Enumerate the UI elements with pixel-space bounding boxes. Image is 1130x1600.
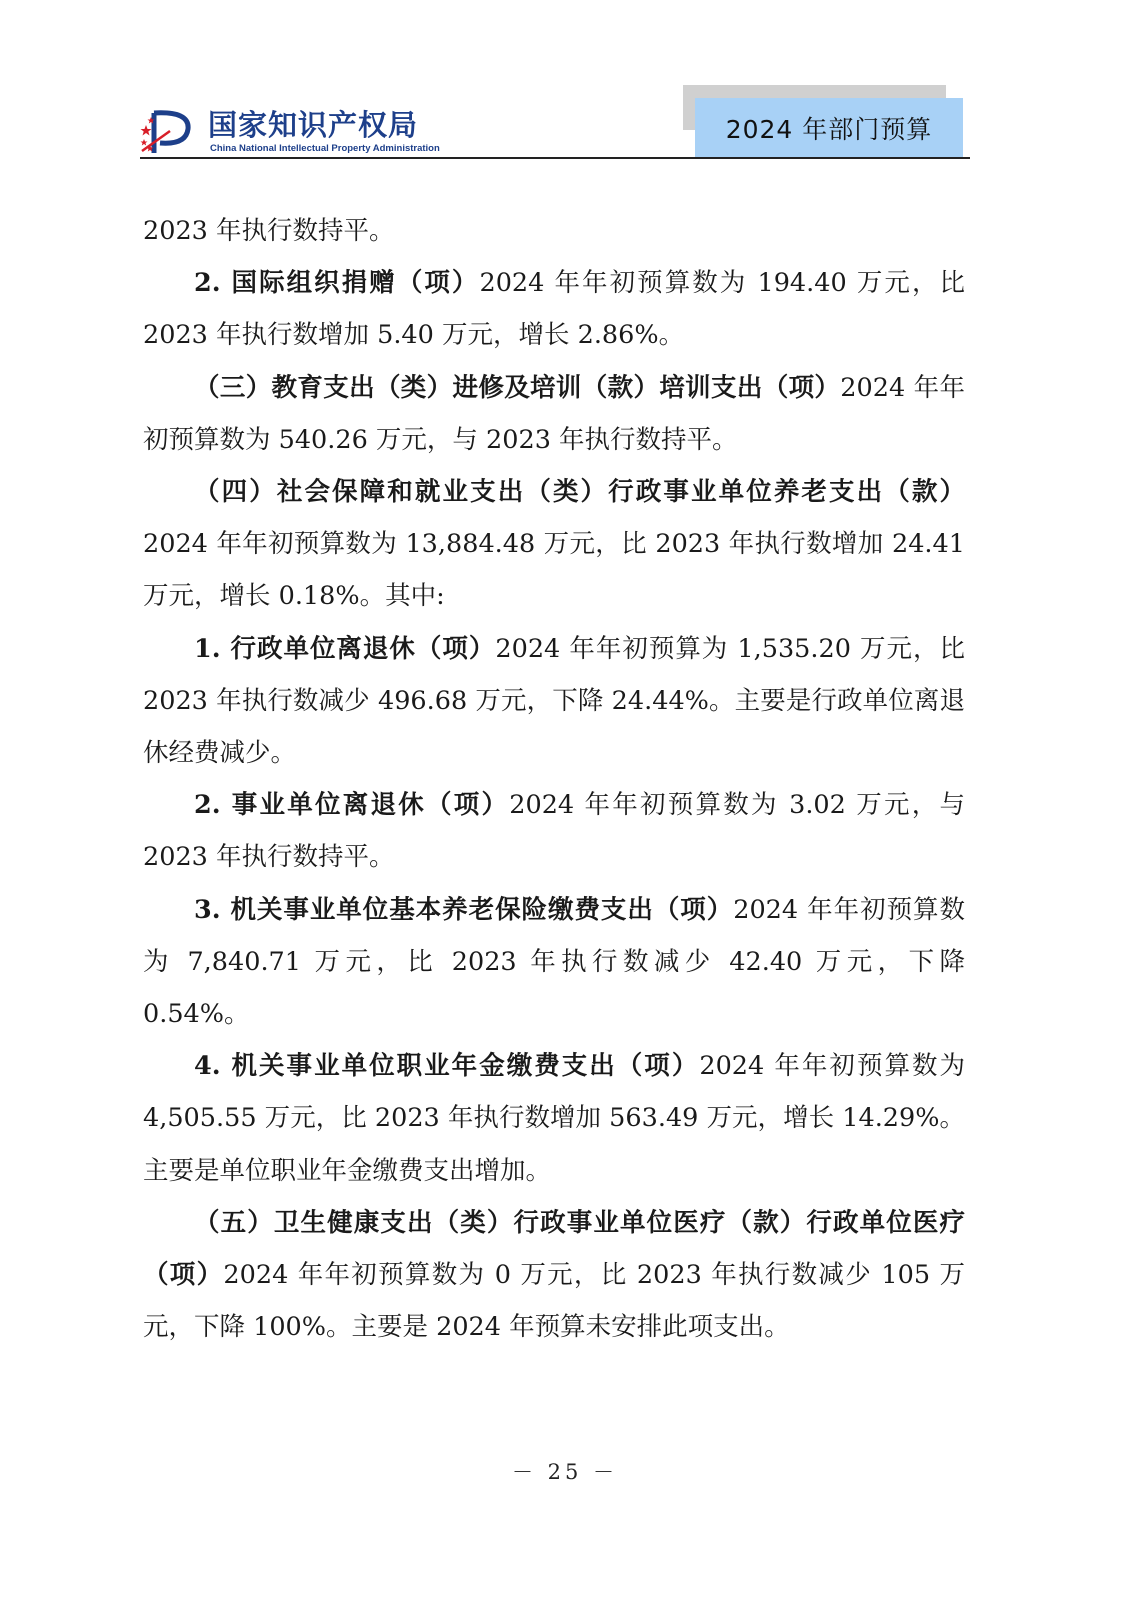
paragraph-heading: （四）社会保障和就业支出（类）行政事业单位养老支出（款） (194, 477, 965, 508)
paragraph-text: 2024 年年初预算数为 4,505.55 万元，比 2023 年执行数增加 563.49 万元，增长 14.29%。主要是单位职业年金缴费支出增加。 (143, 1051, 965, 1186)
paragraph (143, 779, 965, 883)
page-number: － 25 － (511, 1460, 619, 1484)
paragraph-text: 2024 年年初预算为 1,535.20 万元，比 2023 年执行数减少 496.68 万元，下降 24.44%。主要是行政单位离退休经费减少。 (143, 633, 965, 769)
paragraph-heading: （三）教育支出（类）进修及培训（款）培训支出（项） (194, 372, 841, 403)
paragraph-heading: 3. 机关事业单位基本养老保险缴费支出（项） (194, 894, 734, 925)
paragraph (143, 466, 965, 623)
paragraph-heading: （五）卫生健康支出（类）行政事业单位医疗（款）行政单位医疗（项） (143, 1207, 965, 1291)
paragraph (143, 205, 965, 257)
header-rule (140, 157, 970, 159)
paragraph-text: 2024 年年初预算数为 540.26 万元，与 2023 年执行数持平。 (143, 372, 965, 455)
paragraph-text: 2024 年年初预算数为 13,884.48 万元，比 2023 年执行数增加 24.41 万元，增长 0.18%。其中: (143, 529, 965, 612)
paragraph (143, 1040, 965, 1197)
cnipa-logo (140, 103, 440, 157)
paragraph-text: 2024 年年初预算数为 0 万元，比 2023 年执行数减少 105 万元，下降 100%。主要是 2024 年预算未安排此项支出。 (143, 1260, 965, 1343)
paragraph-text: 2024 年年初预算数为 194.40 万元，比 2023 年执行数增加 5.40 万元，增长 2.86%。 (143, 268, 965, 351)
document-body (143, 205, 965, 1353)
page-header (140, 85, 970, 160)
paragraph-heading: 2. 事业单位离退休（项） (194, 790, 510, 821)
paragraph-text: 2024 年年初预算数为 3.02 万元，与 2023 年执行数持平。 (143, 790, 965, 873)
budget-badge: 2024 年部门预算 (695, 98, 963, 158)
paragraph (143, 1197, 965, 1354)
paragraph (143, 623, 965, 780)
paragraph (143, 362, 965, 466)
paragraph (143, 257, 965, 361)
paragraph (143, 884, 965, 1041)
logo-en-text: China National Intellectual Property Administration (210, 143, 440, 154)
paragraph-text: 2024 年年初预算数为 7,840.71 万元，比 2023 年执行数减少 42.40 万元，下降 0.54%。 (143, 894, 965, 1030)
logo-cn-text: 国家知识产权局 (208, 108, 419, 142)
paragraph-heading: 1. 行政单位离退休（项） (194, 633, 496, 664)
cnipa-emblem-icon (140, 105, 200, 155)
paragraph-text: 2023 年执行数持平。 (143, 216, 395, 246)
paragraph-heading: 4. 机关事业单位职业年金缴费支出（项） (194, 1051, 700, 1082)
paragraph-heading: 2. 国际组织捐赠（项） (194, 268, 480, 299)
